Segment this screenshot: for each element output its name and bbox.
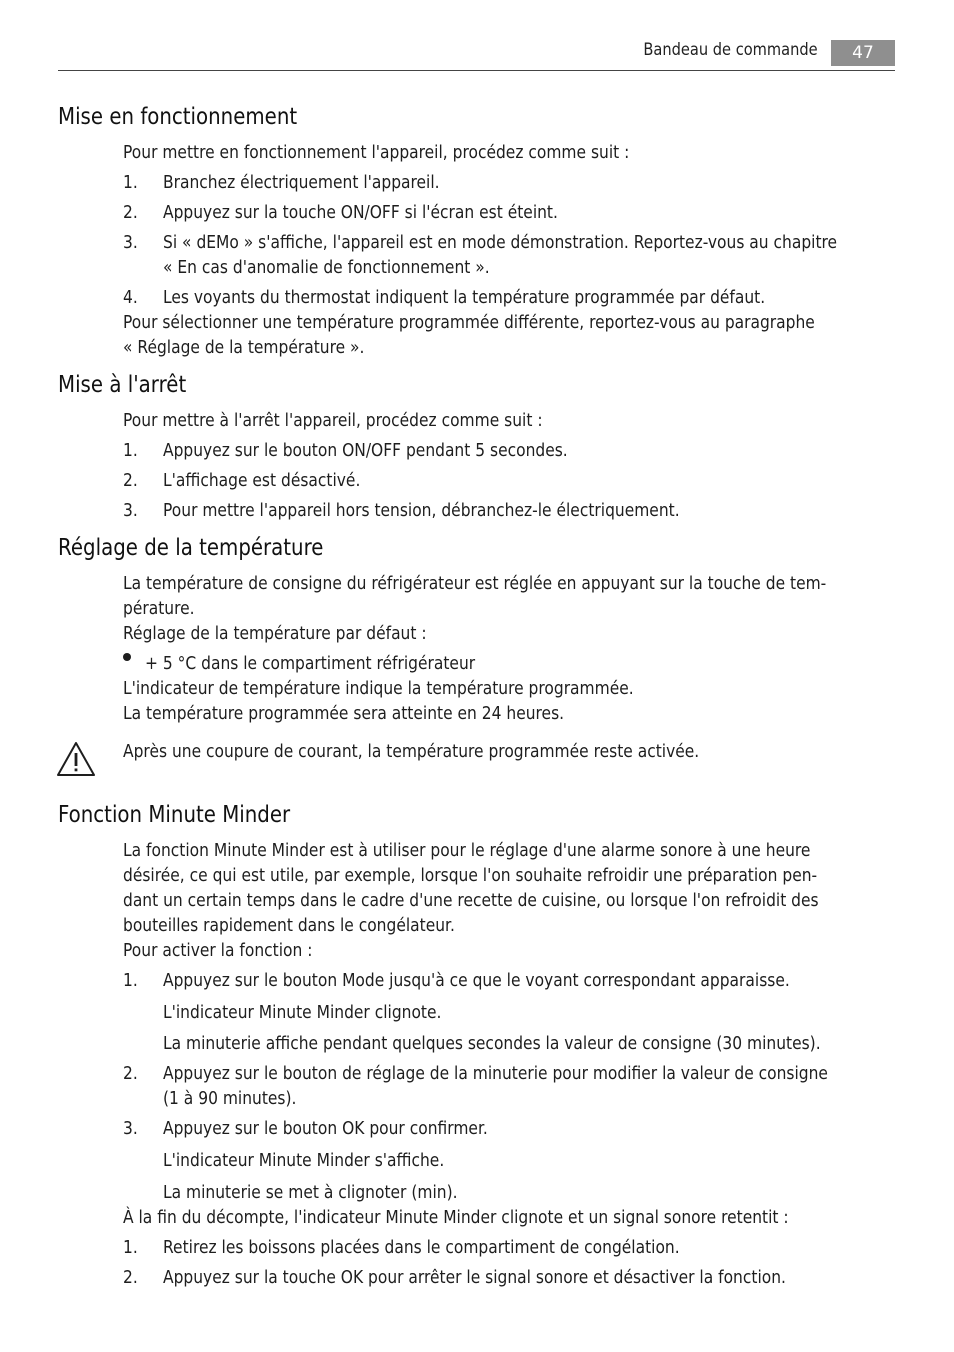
section-heading-minute-minder: Fonction Minute Minder — [58, 802, 291, 828]
page-number: 47 — [831, 40, 895, 66]
paragraph: Réglage de la température par défaut : — [123, 623, 427, 644]
step-substep: L'indicateur Minute Minder s'affiche. — [163, 1150, 445, 1171]
paragraph: La température programmée sera atteinte en 24 heures. — [123, 703, 565, 724]
paragraph: La température de consigne du réfrigérateur est réglée en appuyant sur la touche de tem- — [123, 573, 827, 594]
step-number: 3. — [123, 232, 138, 253]
paragraph: désirée, ce qui est utile, par exemple, lorsque l'on souhaite refroidir une préparation pen- — [123, 865, 818, 886]
step-substep: La minuterie se met à clignoter (min). — [163, 1182, 458, 1203]
running-header: Bandeau de commande — [643, 40, 818, 60]
section-note: Pour sélectionner une température programmée différente, reportez-vous au paragraphe — [123, 312, 815, 333]
step-text-continued: (1 à 90 minutes). — [163, 1088, 297, 1109]
paragraph: dant un certain temps dans le cadre d'une recette de cuisine, ou lorsque l'on refroidit des — [123, 890, 819, 911]
step-substep: L'indicateur Minute Minder clignote. — [163, 1002, 442, 1023]
header-divider — [58, 70, 895, 71]
bullet-icon — [123, 653, 131, 661]
step-number: 3. — [123, 1118, 138, 1139]
step-text: Retirez les boissons placées dans le compartiment de congélation. — [163, 1237, 680, 1258]
step-text: Appuyez sur le bouton Mode jusqu'à ce que le voyant correspondant apparaisse. — [163, 970, 790, 991]
warning-text: Après une coupure de courant, la température programmée reste activée. — [123, 741, 700, 762]
step-number: 2. — [123, 470, 138, 491]
bullet-item: + 5 °C dans le compartiment réfrigérateur — [145, 653, 476, 674]
step-number: 1. — [123, 440, 138, 461]
step-number: 1. — [123, 172, 138, 193]
step-text: Pour mettre l'appareil hors tension, débranchez-le électriquement. — [163, 500, 680, 521]
paragraph: pérature. — [123, 598, 195, 619]
section-note-continued: « Réglage de la température ». — [123, 337, 365, 358]
paragraph: La fonction Minute Minder est à utiliser pour le réglage d'une alarme sonore à une heure — [123, 840, 811, 861]
warning-triangle-icon — [56, 741, 96, 777]
step-text: Appuyez sur le bouton OK pour confirmer. — [163, 1118, 488, 1139]
step-text: Les voyants du thermostat indiquent la température programmée par défaut. — [163, 287, 766, 308]
step-number: 2. — [123, 1063, 138, 1084]
step-text: Appuyez sur le bouton ON/OFF pendant 5 secondes. — [163, 440, 568, 461]
step-number: 1. — [123, 970, 138, 991]
step-text: Appuyez sur la touche ON/OFF si l'écran est éteint. — [163, 202, 558, 223]
step-text: Appuyez sur la touche OK pour arrêter le signal sonore et désactiver la fonction. — [163, 1267, 786, 1288]
section-heading-mise-en-fonctionnement: Mise en fonctionnement — [58, 104, 298, 130]
step-number: 4. — [123, 287, 138, 308]
section-note: À la fin du décompte, l'indicateur Minute Minder clignote et un signal sonore retentit : — [123, 1207, 789, 1228]
paragraph: bouteilles rapidement dans le congélateur. — [123, 915, 455, 936]
section-heading-reglage-temperature: Réglage de la température — [58, 535, 324, 561]
section-intro: Pour activer la fonction : — [123, 940, 313, 961]
section-intro: Pour mettre en fonctionnement l'appareil, procédez comme suit : — [123, 142, 630, 163]
step-number: 2. — [123, 202, 138, 223]
paragraph: L'indicateur de température indique la température programmée. — [123, 678, 634, 699]
step-text: Branchez électriquement l'appareil. — [163, 172, 440, 193]
step-text: L'affichage est désactivé. — [163, 470, 361, 491]
step-number: 1. — [123, 1237, 138, 1258]
step-text: Si « dEMo » s'affiche, l'appareil est en mode démonstration. Reportez-vous au chapitre — [163, 232, 838, 253]
step-text-continued: « En cas d'anomalie de fonctionnement ». — [163, 257, 490, 278]
section-heading-mise-a-larret: Mise à l'arrêt — [58, 372, 187, 398]
step-substep: La minuterie affiche pendant quelques secondes la valeur de consigne (30 minutes). — [163, 1033, 821, 1054]
step-text: Appuyez sur le bouton de réglage de la minuterie pour modifier la valeur de consigne — [163, 1063, 828, 1084]
section-intro: Pour mettre à l'arrêt l'appareil, procédez comme suit : — [123, 410, 543, 431]
step-number: 2. — [123, 1267, 138, 1288]
step-number: 3. — [123, 500, 138, 521]
